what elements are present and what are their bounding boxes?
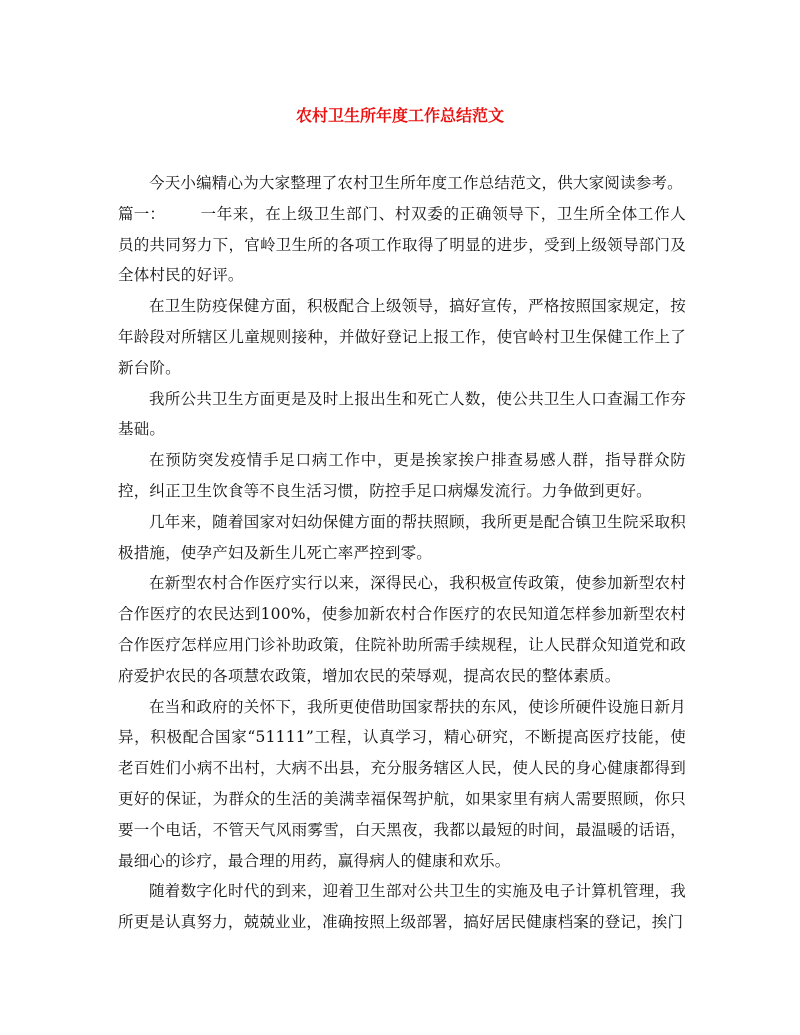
paragraph: 在卫生防疫保健方面，积极配合上级领导，搞好宣传，严格按照国家规定，按年龄段对所辖区儿童规则接种，并做好登记上报工作，使官岭村卫生保健工作上了新台阶。: [118, 297, 686, 377]
document-body: [118, 168, 686, 938]
paragraph: 随着数字化时代的到来，迎着卫生部对公共卫生的实施及电子计算机管理，我所更是认真努力，兢兢业业，准确按照上级部署，搞好居民健康档案的登记，挨门: [118, 882, 686, 932]
document-title: 农村卫生所年度工作总结范文: [295, 106, 504, 125]
paragraph: 在当和政府的关怀下，我所更使借助国家帮扶的东风，使诊所硬件设施日新月异，积极配合国家“51111”工程，认真学习，精心研究，不断提高医疗技能，使老百姓们小病不出村，大病不出县，充分服务辖区人民，使人民的身心健康都得到更好的保证，为群众的生活的美满幸福保驾护航，如果家里有病人需要照顾，你只要一个电话，不管天气风雨雾雪，白天黑夜，我都以最短的时间，最温暖的话语，最细心的诊疗，最合理的用药，赢得病人的健康和欢乐。: [118, 697, 686, 870]
paragraph: 在预防突发疫情手足口病工作中，更是挨家挨户排查易感人群，指导群众防控，纠正卫生饮食等不良生活习惯，防控手足口病爆发流行。力争做到更好。: [118, 451, 686, 500]
section-label: 篇一：: [118, 204, 166, 223]
intro-paragraph: 今天小编精心为大家整理了农村卫生所年度工作总结范文，供大家阅读参考。: [149, 174, 683, 192]
paragraph: 几年来，随着国家对妇幼保健方面的帮扶照顾，我所更是配合镇卫生院采取积极措施，使孕产妇及新生儿死亡率严控到零。: [118, 512, 686, 562]
section-one-paragraph: [118, 199, 686, 291]
paragraph-text: 一年来，在上级卫生部门、村双委的正确领导下，卫生所全体工作人员的共同努力下，官岭卫生所的各项工作取得了明显的进步，受到上级领导部门及全体村民的好评。: [118, 204, 686, 285]
paragraph: 我所公共卫生方面更是及时上报出生和死亡人数，使公共卫生人口查漏工作夯基础。: [118, 389, 686, 439]
paragraph: 在新型农村合作医疗实行以来，深得民心，我积极宣传政策，使参加新型农村合作医疗的农民达到100%，使参加新农村合作医疗的农民知道怎样参加新型农村合作医疗怎样应用门诊补助政策，住院补助所需手续规程，让人民群众知道党和政府爱护农民的各项慧农政策，增加农民的荣辱观，提高农民的整体素质。: [118, 574, 686, 685]
